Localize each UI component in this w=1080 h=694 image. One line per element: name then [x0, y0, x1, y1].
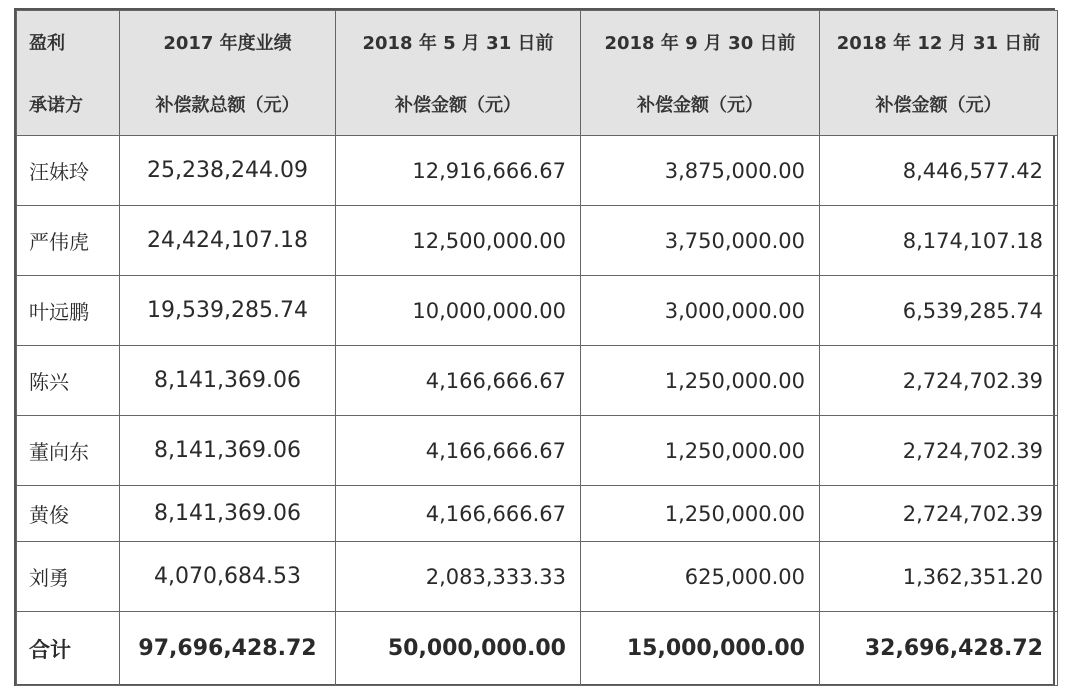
table-row: [17, 206, 1058, 276]
total-compensation: 4,070,684.53: [120, 542, 336, 612]
header-row: [17, 11, 1058, 136]
header-line1: 2018 年 5 月 31 日前: [362, 33, 554, 54]
header-line1: 2018 年 12 月 31 日前: [836, 33, 1041, 54]
may-compensation: 10,000,000.00: [336, 276, 581, 346]
total-compensation: 8,141,369.06: [120, 486, 336, 542]
header-promisor: [17, 11, 120, 136]
may-compensation: 4,166,666.67: [336, 346, 581, 416]
total-compensation: 8,141,369.06: [120, 346, 336, 416]
compensation-table-container: [14, 8, 1055, 686]
table-row: [17, 542, 1058, 612]
may-compensation: 4,166,666.67: [336, 486, 581, 542]
sep-compensation: 1,250,000.00: [581, 346, 820, 416]
promisor-name: 汪妹玲: [17, 136, 120, 206]
sep-compensation: 1,250,000.00: [581, 486, 820, 542]
sep-compensation: 625,000.00: [581, 542, 820, 612]
promisor-name: 陈兴: [17, 346, 120, 416]
table-row: [17, 486, 1058, 542]
may-compensation: 12,916,666.67: [336, 136, 581, 206]
dec-compensation: 8,174,107.18: [820, 206, 1058, 276]
header-line2: 补偿金额（元）: [875, 95, 1002, 116]
may-compensation: 2,083,333.33: [336, 542, 581, 612]
may-compensation: 4,166,666.67: [336, 416, 581, 486]
total-compensation: 24,424,107.18: [120, 206, 336, 276]
header-2017-total: [120, 11, 336, 136]
header-line2: 承诺方: [29, 95, 83, 116]
header-dec-31: [820, 11, 1058, 136]
header-line2: 补偿款总额（元）: [155, 95, 300, 116]
table-row: [17, 416, 1058, 486]
table-row: [17, 276, 1058, 346]
may-compensation: 12,500,000.00: [336, 206, 581, 276]
header-line2: 补偿金额（元）: [637, 95, 763, 116]
dec-compensation: 8,446,577.42: [820, 136, 1058, 206]
promisor-name: 刘勇: [17, 542, 120, 612]
total-label: 合计: [17, 612, 120, 686]
promisor-name: 叶远鹏: [17, 276, 120, 346]
dec-compensation: 2,724,702.39: [820, 416, 1058, 486]
total-compensation: 8,141,369.06: [120, 416, 336, 486]
total-row: [17, 612, 1058, 686]
compensation-table: [16, 10, 1058, 686]
header-line2: 补偿金额（元）: [395, 95, 521, 116]
sep-compensation: 3,875,000.00: [581, 136, 820, 206]
grand-total-dec: 32,696,428.72: [820, 612, 1058, 686]
table-row: [17, 346, 1058, 416]
dec-compensation: 6,539,285.74: [820, 276, 1058, 346]
grand-total-sep: 15,000,000.00: [581, 612, 820, 686]
promisor-name: 黄俊: [17, 486, 120, 542]
grand-total-compensation: 97,696,428.72: [120, 612, 336, 686]
sep-compensation: 3,750,000.00: [581, 206, 820, 276]
header-line1: 2018 年 9 月 30 日前: [604, 33, 796, 54]
sep-compensation: 1,250,000.00: [581, 416, 820, 486]
dec-compensation: 2,724,702.39: [820, 346, 1058, 416]
total-compensation: 25,238,244.09: [120, 136, 336, 206]
dec-compensation: 2,724,702.39: [820, 486, 1058, 542]
promisor-name: 董向东: [17, 416, 120, 486]
grand-total-may: 50,000,000.00: [336, 612, 581, 686]
table-row: [17, 136, 1058, 206]
header-line1: 2017 年度业绩: [163, 33, 292, 54]
header-may-31: [336, 11, 581, 136]
promisor-name: 严伟虎: [17, 206, 120, 276]
total-compensation: 19,539,285.74: [120, 276, 336, 346]
header-line1: 盈利: [29, 33, 65, 54]
sep-compensation: 3,000,000.00: [581, 276, 820, 346]
header-sep-30: [581, 11, 820, 136]
dec-compensation: 1,362,351.20: [820, 542, 1058, 612]
